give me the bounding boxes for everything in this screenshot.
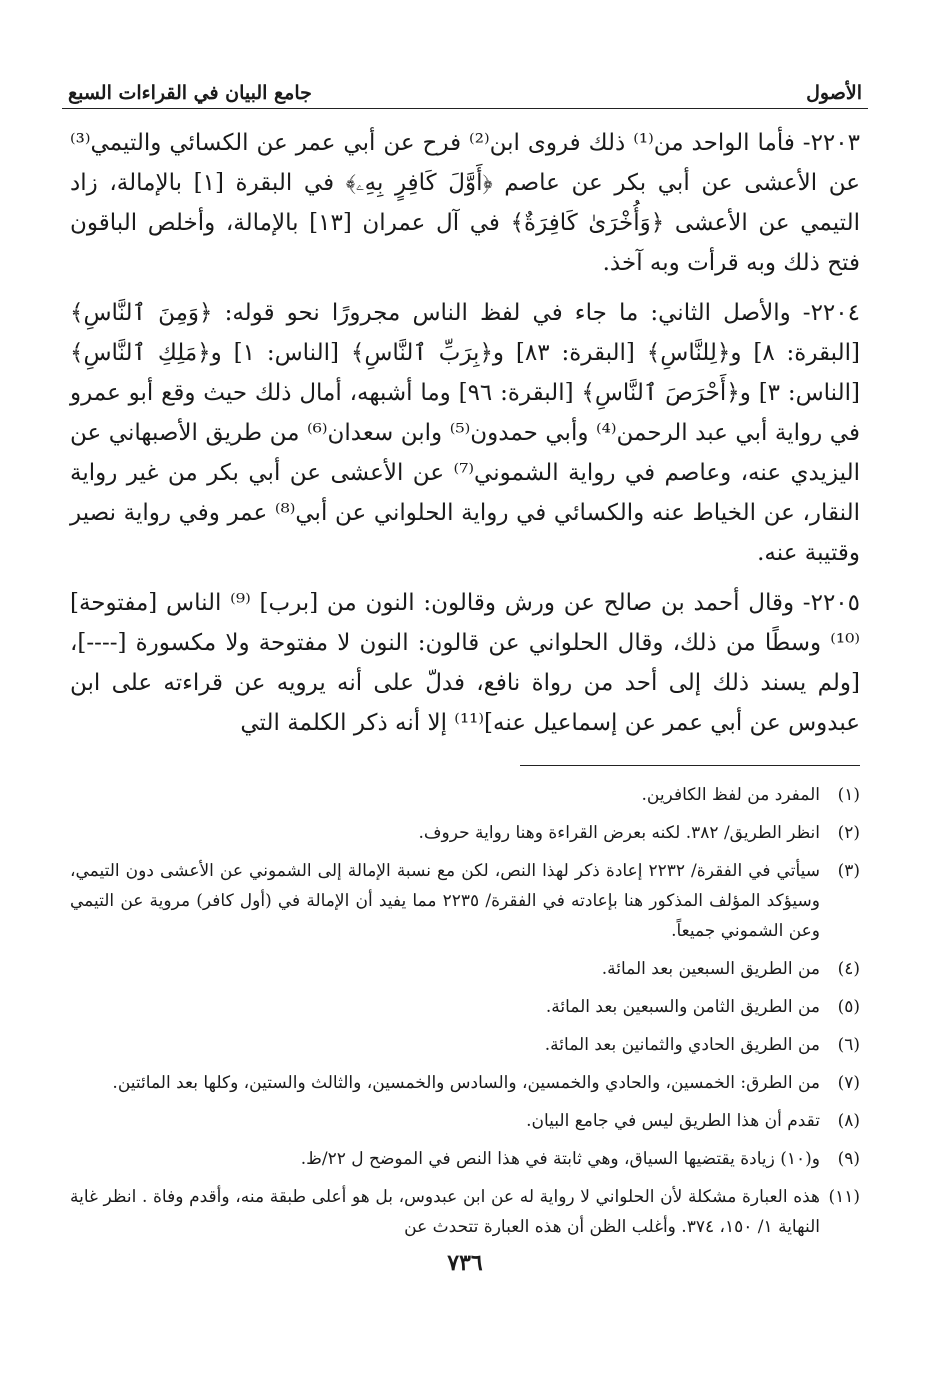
footnote-number: (٤) xyxy=(837,959,860,979)
footnote xyxy=(70,1182,860,1242)
main-text xyxy=(62,123,868,743)
footnote-number: (٨) xyxy=(837,1111,860,1131)
paragraph-2204: ٢٢٠٤- والأصل الثاني: ما جاء في لفظ الناس مجرورًا نحو قوله: ﴿وَمِنَ ٱلنَّاسِ﴾ [البقرة: ٨] و﴿لِلنَّاسِ﴾ [البقرة: ٨٣] و﴿بِرَبِّ ٱلنَّاسِ﴾ [الناس: ١] و﴿مَلِكِ ٱلنَّاسِ﴾ [الناس: ٣] و﴿أَحْرَصَ ٱلنَّاسِ﴾ [البقرة: ٩٦] وما أشبهه، أمال ذلك حيث وقع أبو عمرو في رواية أبي عبد الرحمن⁽⁴⁾ وأبي حمدون⁽⁵⁾ وابن سعدان⁽⁶⁾ من طريق الأصبهاني عن اليزيدي عنه، وعاصم في رواية الشموني⁽⁷⁾ عن الأعشى عن أبي بكر من غير رواية النقار، عن الخياط عنه والكسائي في رواية الحلواني عن أبي⁽⁸⁾ عمر وفي رواية نصير وقتيبة عنه. xyxy=(70,300,860,566)
footnote-number: (٧) xyxy=(837,1073,860,1093)
footnote-text: من الطريق الثامن والسبعين بعد المائة. xyxy=(545,997,820,1017)
header-section: الأصول xyxy=(806,82,862,104)
footnote-number: (٥) xyxy=(837,997,860,1017)
footnote-number: (١١) xyxy=(828,1187,860,1207)
footnote-number: (٦) xyxy=(837,1035,860,1055)
paragraph-2205: ٢٢٠٥- وقال أحمد بن صالح عن ورش وقالون: النون من [برب] ⁽⁹⁾ الناس [مفتوحة] ⁽¹⁰⁾ وسطًا من ذلك، وقال الحلواني عن قالون: النون لا مفتوحة ولا مكسورة [----]، [ولم يسند ذلك إلى أحد من رواة نافع، فدلّ على أنه يرويه عن قراءته على ابن عبدوس عن أبي عمر عن إسماعيل عنه]⁽¹¹⁾ إلا أنه ذكر الكلمة التي xyxy=(70,590,861,736)
footnote-number: (٣) xyxy=(837,861,860,881)
page-number: ٧٣٦ xyxy=(447,1250,483,1276)
book-page xyxy=(62,70,868,1390)
footnote-number: (١) xyxy=(837,785,860,805)
footnote-number: (٩) xyxy=(837,1149,860,1169)
footnote xyxy=(70,1144,860,1174)
footnote-separator xyxy=(520,765,860,766)
footnote-text: من الطريق الحادي والثمانين بعد المائة. xyxy=(544,1035,820,1055)
footnote-text: من الطريق السبعين بعد المائة. xyxy=(601,959,820,979)
footnote-number: (٢) xyxy=(837,823,860,843)
footnote-text: سيأتي في الفقرة/ ٢٢٣٢ إعادة ذكر لهذا النص، لكن مع نسبة الإمالة إلى الشموني عن الأعشى دون التيمي، وسيؤكد المؤلف المذكور هنا بإعادته في الفقرة/ ٢٢٣٥ مما يفيد أن الإمالة في (أول كافر) مروية عن التيمي وعن الشموني جميعاً. xyxy=(70,861,821,941)
footnote xyxy=(70,818,860,848)
footnote xyxy=(70,954,860,984)
footnote xyxy=(70,1030,860,1060)
footnote xyxy=(70,780,860,810)
footnotes xyxy=(62,780,868,1242)
footnote-text: و(١٠) زيادة يقتضيها السياق، وهي ثابتة في هذا النص في الموضح ل ٢٢/ظ. xyxy=(300,1149,820,1169)
footnote xyxy=(70,856,860,946)
footnote-text: هذه العبارة مشكلة لأن الحلواني لا رواية له عن ابن عبدوس، بل هو أعلى طبقة منه، وأقدم وفاة . انظر غاية النهاية ١/ ١٥٠، ٣٧٤. وأغلب الظن أن هذه العبارة تتحدث عن xyxy=(70,1187,820,1237)
running-header xyxy=(62,70,868,109)
footnote xyxy=(70,1106,860,1136)
header-book-title: جامع البيان في القراءات السبع xyxy=(68,82,312,104)
footnote xyxy=(70,1068,860,1098)
footnote-text: تقدم أن هذا الطريق ليس في جامع البيان. xyxy=(526,1111,820,1131)
footnote xyxy=(70,992,860,1022)
paragraph-2203: ٢٢٠٣- فأما الواحد من⁽¹⁾ ذلك فروى ابن⁽²⁾ فرح عن أبي عمر عن الكسائي والتيمي⁽³⁾ عن الأعشى عن أبي بكر عن عاصم ﴿أَوَّلَ كَافِرٍ بِهِۦ﴾ في البقرة [١] بالإمالة، زاد التيمي عن الأعشى ﴿وَأُخْرَىٰ كَافِرَةٌ﴾ في آل عمران [١٣] بالإمالة، وأخلص الباقون فتح ذلك وبه قرأت وبه آخذ. xyxy=(70,130,860,276)
footnote-text: المفرد من لفظ الكافرين. xyxy=(641,785,820,805)
footnote-text: انظر الطريق/ ٣٨٢. لكنه بعرض القراءة وهنا رواية حروف. xyxy=(418,823,820,843)
footnote-text: من الطرق: الخمسين، والحادي والخمسين، والسادس والخمسين، والثالث والستين، وكلها بعد المائتين. xyxy=(112,1073,820,1093)
